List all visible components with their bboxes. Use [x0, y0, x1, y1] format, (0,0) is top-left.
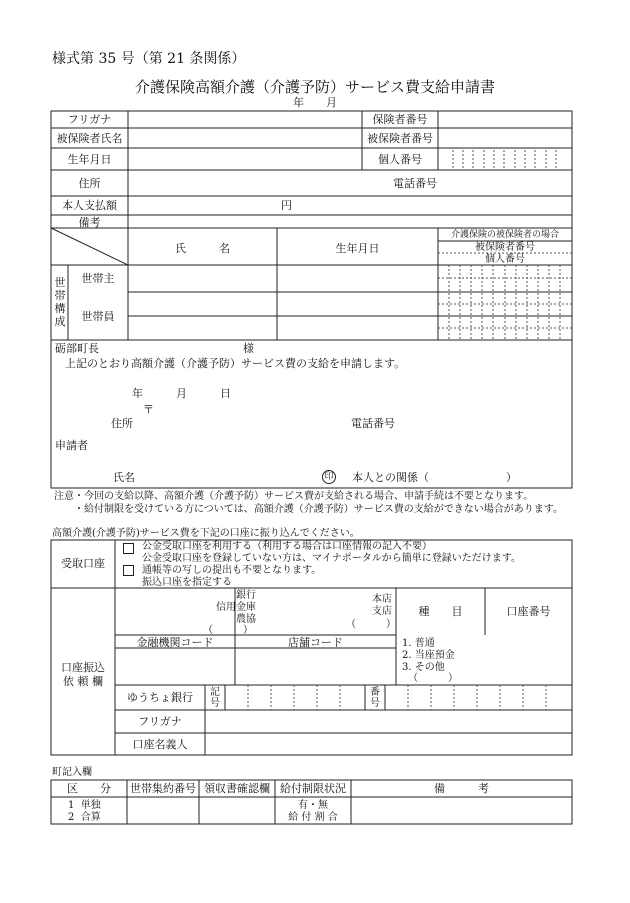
- account-kinds: 1. 普通 2. 当座預金 3. その他: [402, 638, 455, 673]
- label-transfer-2: 依 頼 欄: [63, 675, 103, 688]
- mayor: 砺部町長: [55, 342, 99, 355]
- label-receive-account: 受取口座: [61, 557, 105, 570]
- label-transfer-1: 口座振込: [61, 661, 105, 674]
- label-account-holder: 口座名義人: [132, 738, 188, 751]
- label-insured-name: 被保険者氏名: [56, 132, 123, 145]
- checkbox-public-account[interactable]: [123, 543, 134, 554]
- option-passbook-note: 通帳等の写しの提出も不要となります。: [142, 565, 322, 576]
- relation: 本人との関係（ ）: [352, 471, 517, 484]
- kind-paren: （ ）: [408, 673, 458, 684]
- col-name: 氏 名: [175, 242, 230, 255]
- col-town-remarks: 備 考: [434, 782, 489, 795]
- postal-mark: 〒: [143, 403, 154, 416]
- statement: 上記のとおり高額介護（介護予防）サービス費の支給を申請します。: [65, 357, 406, 370]
- label-yucho: ゆうちょ銀行: [127, 691, 193, 704]
- option-public-account: 公金受取口座を利用する（利用する場合は口座情報の記入不要）: [142, 541, 432, 552]
- label-bango: 番 号: [370, 687, 380, 709]
- label-address: 住所: [78, 177, 101, 190]
- label-applicant: 申請者: [55, 439, 88, 452]
- col-setai: 世帯集約番号: [130, 782, 196, 795]
- option-public-account-note: 公金受取口座を登録していない方は、マイナポータルから簡単に登録いただけます。: [142, 553, 521, 564]
- kubun-values: 1 単独 2 合算: [68, 800, 101, 823]
- branch-types: 本店 支店: [372, 594, 392, 617]
- label-branch-code: 店舗コード: [288, 636, 343, 649]
- application-date: 年 月 日: [132, 387, 231, 400]
- bank-types: 銀行 信用金庫 農協: [216, 590, 256, 625]
- col-insured-no: 被保険者番号: [475, 242, 535, 253]
- yen-unit: 円: [281, 199, 292, 212]
- checkbox-specify-account[interactable]: [123, 565, 134, 576]
- row-member: 世帯員: [81, 310, 115, 323]
- row-head: 世帯主: [81, 272, 115, 285]
- col-receipt: 領収書確認欄: [204, 782, 270, 795]
- bank-intro: 高額介護(介護予防)サービス費を下記の口座に振り込んでください。: [52, 528, 360, 539]
- form-title: 介護保険高額介護（介護予防）サービス費支給申請書: [134, 78, 495, 96]
- col-account-no: 口座番号: [506, 605, 551, 618]
- col-if-insured: 介護保険の被保険者の場合: [450, 230, 559, 240]
- label-remarks: 備考: [78, 216, 101, 229]
- label-insurer-no: 保険者番号: [372, 113, 428, 126]
- col-kubun: 区 分: [67, 782, 111, 795]
- label-personal-no: 個人番号: [378, 153, 422, 166]
- col-birth: 生年月日: [335, 242, 380, 255]
- label-household: 世帯構成: [54, 276, 66, 328]
- form-number: 様式第 35 号（第 21 条関係）: [52, 51, 246, 67]
- label-bank-code: 金融機関コード: [136, 636, 214, 649]
- col-personal-no: 個人番号: [485, 254, 525, 265]
- col-kind: 種 目: [418, 605, 463, 618]
- label-applicant-address: 住所: [111, 417, 133, 430]
- form-date: 年 月: [293, 96, 337, 109]
- seal-mark: 印: [322, 470, 336, 484]
- label-applicant-name: 氏名: [113, 471, 135, 484]
- mayor-sama: 様: [243, 342, 254, 355]
- option-specify-account: 振込口座を指定する: [142, 577, 232, 588]
- bank-paren: （ ）: [203, 625, 253, 636]
- note-line-2: ・給付制限を受けている方については、高額介護（介護予防）サービス費の支給ができない場合があります。: [74, 504, 563, 515]
- label-furigana: フリガナ: [67, 113, 112, 126]
- label-phone: 電話番号: [393, 177, 437, 190]
- label-insured-no: 被保険者番号: [367, 132, 433, 145]
- label-applicant-phone: 電話番号: [351, 417, 395, 430]
- note-line-1: 注意・今回の支給以降、高額介護（介護予防）サービス費が支給される場合、申請手続は不要となります。: [54, 491, 534, 502]
- label-furigana-holder: フリガナ: [138, 715, 182, 728]
- town-title: 町記入欄: [52, 767, 92, 778]
- branch-paren: （ ）: [346, 619, 396, 630]
- col-limit: 給付制限状況: [280, 782, 346, 795]
- limit-values: 有・無 給 付 割 合: [288, 800, 338, 823]
- label-birth: 生年月日: [67, 153, 112, 166]
- label-paid: 本人支払額: [62, 199, 117, 212]
- label-kigo: 記 号: [210, 687, 220, 709]
